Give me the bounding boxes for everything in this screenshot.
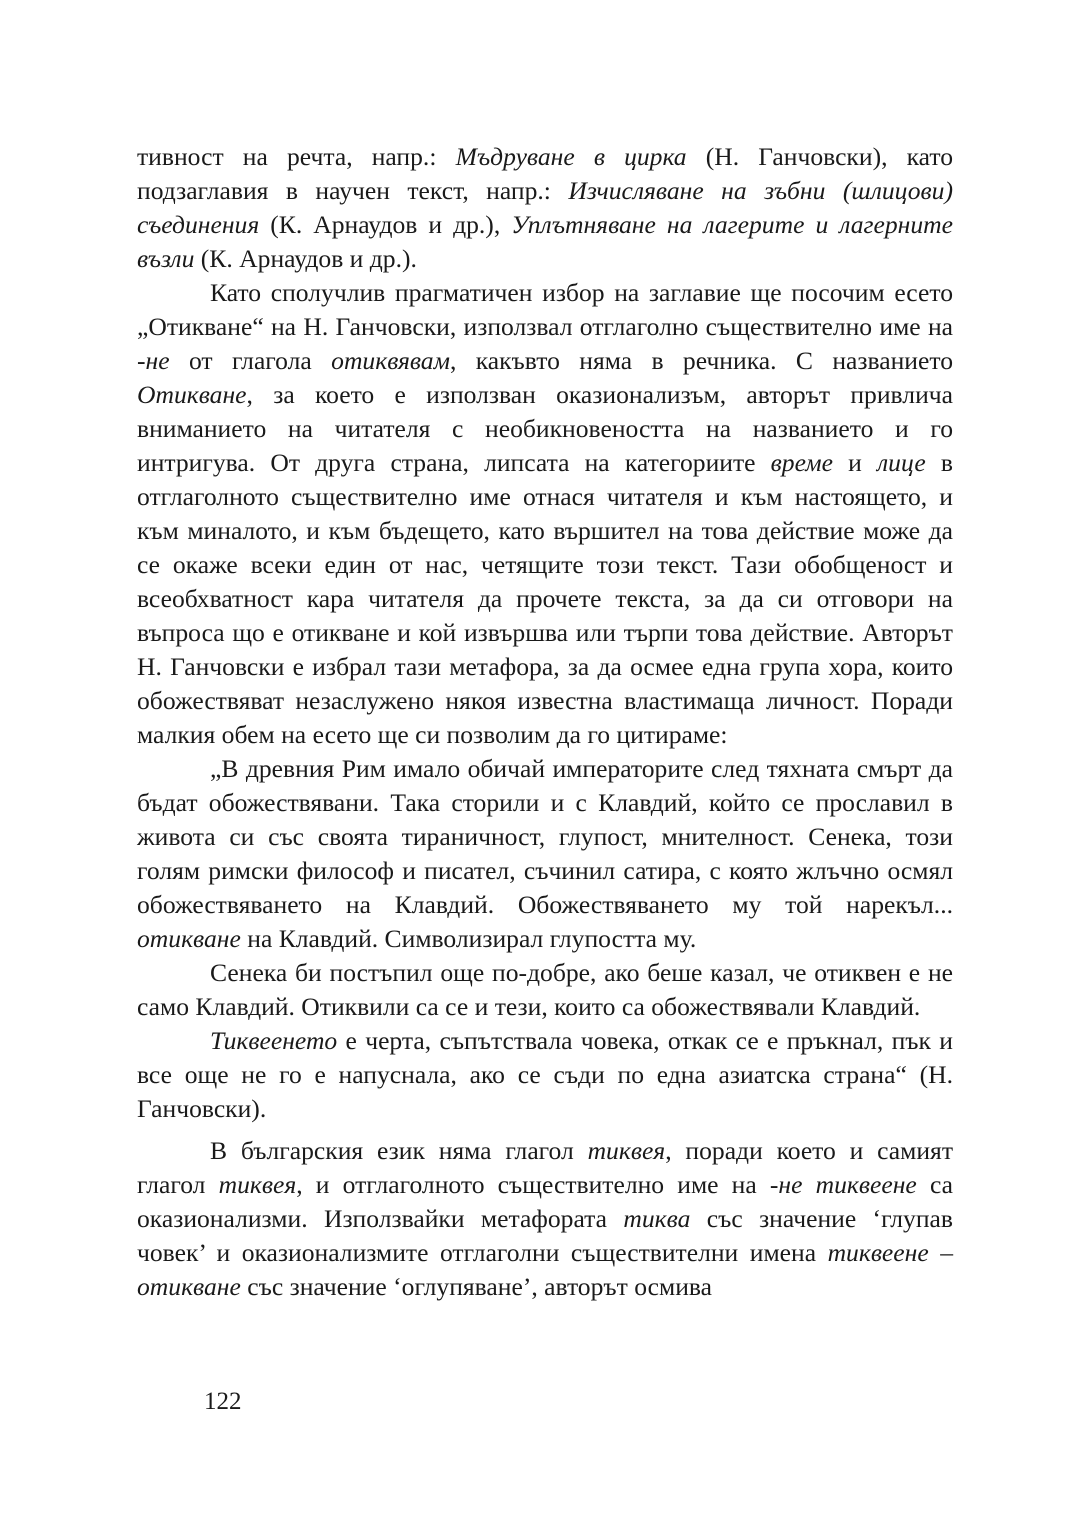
italic-term: тиквеене – отикване — [137, 1238, 953, 1301]
paragraph-6-segment: със значение ‘глупав човек’ и оказионализмите отглаголни съществителни имена — [137, 1204, 953, 1267]
italic-term: -не — [137, 346, 170, 375]
paragraph-2-segment: в отглаголното съществително име отнася читателя и към настоящето, и към миналото, и към бъдещето, като вършител на това действие може да се окаже всеки един от нас, четящите този текст. Тази обобщеност и всеобхватност кара читателя да прочете текста, за да си отговори на въпроса що е отикване и кой извършва или търпи това действие. Авторът Н. Ганчовски е избрал тази метафора, за да осмее една група хора, които обожествяват незаслужено някоя известна властимаща личност. Поради малкия обем на есето ще си позволим да го цитираме: — [137, 448, 954, 749]
italic-term: отикване — [137, 924, 241, 953]
quote-segment: е черта, съпътствала човека, откак се е пръкнал, пък и все още не го е напуснала, ако се съди по една азиатска страна“ (Н. Ганчовски). — [137, 1026, 953, 1123]
italic-term: -не тиквеене — [769, 1170, 917, 1199]
paragraph-1-segment: (К. Арнаудов и др.), — [259, 210, 512, 239]
italic-term: време — [770, 448, 833, 477]
italic-term: тиква — [623, 1204, 691, 1233]
page-number: 122 — [204, 1388, 242, 1415]
italic-title-izchislyavane: Изчисляване на зъбни (шлицови) съединения — [137, 176, 953, 239]
italic-title-mudruvane: Мъдруване в цирка — [455, 142, 687, 171]
paragraph-1-segment: (Н. Ганчовски), като подзаглавия в научен текст, напр.: — [137, 142, 954, 205]
italic-term: Отикване — [137, 380, 247, 409]
paragraph-1-segment: тивност на речта, напр.: — [137, 142, 456, 171]
paragraph-1 — [137, 140, 953, 276]
italic-term: тиквея — [218, 1170, 297, 1199]
paragraph-2-segment: Като сполучлив прагматичен избор на заглавие ще посочим есето „Отикване“ на Н. Ганчовски, използвал отглаголно съществително име на — [137, 278, 953, 341]
page-body — [137, 140, 953, 1304]
italic-term: лице — [877, 448, 926, 477]
paragraph-6-segment: са оказионализми. Използвайки метафората — [137, 1170, 953, 1233]
paragraph-6-segment: със значение ‘оглупяване’, авторът осмива — [240, 1272, 713, 1301]
paragraph-2 — [137, 276, 953, 752]
paragraph-2-segment: , за което е използван оказионализъм, авторът привлича вниманието на читателя с необикновеността на названието и го интригува. От друга страна, липсата на категориите — [137, 380, 953, 477]
paragraph-6-segment: , поради което и самият глагол — [137, 1136, 954, 1199]
paragraph-1-segment: (К. Арнаудов и др.). — [194, 244, 417, 273]
quote-paragraph-2 — [137, 956, 953, 1024]
italic-term: тиквея — [587, 1136, 666, 1165]
paragraph-2-segment: и — [832, 448, 877, 477]
paragraph-6-segment: , и отглаголното съществително име на — [296, 1170, 770, 1199]
paragraph-6 — [137, 1134, 953, 1304]
quote-paragraph-3 — [137, 1024, 953, 1126]
paragraph-2-segment: от глагола — [169, 346, 332, 375]
quote-paragraph-1 — [137, 752, 953, 956]
quote-segment: „В древния Рим имало обичай императорите след тяхната смърт да бъдат обожествявани. Така сторили и с Клавдий, който се прославил в живота си със своята тираничност, глупост, мнителност. Сенека, този голям римски философ и писател, съчинил сатира, с която жлъчно осмял обожествяването на Клавдий. Обожествяването му той нарекъл... — [137, 754, 953, 919]
italic-term: Тиквеенето — [210, 1026, 338, 1055]
quote-segment: Сенека би постъпил още по-добре, ако беше казал, че отиквен е не само Клавдий. Отиквили са се и тези, които са обожествявали Клавдий. — [137, 958, 953, 1021]
quote-segment: на Клавдий. Символизирал глупостта му. — [240, 924, 697, 953]
paragraph-6-segment: В българския език няма глагол — [210, 1136, 588, 1165]
paragraph-2-segment: , какъвто няма в речника. С названието — [449, 346, 953, 375]
italic-term: отиквявам — [331, 346, 450, 375]
italic-title-uplatnyavane: Уплътняване на лагерите и лагерните възли — [137, 210, 953, 273]
